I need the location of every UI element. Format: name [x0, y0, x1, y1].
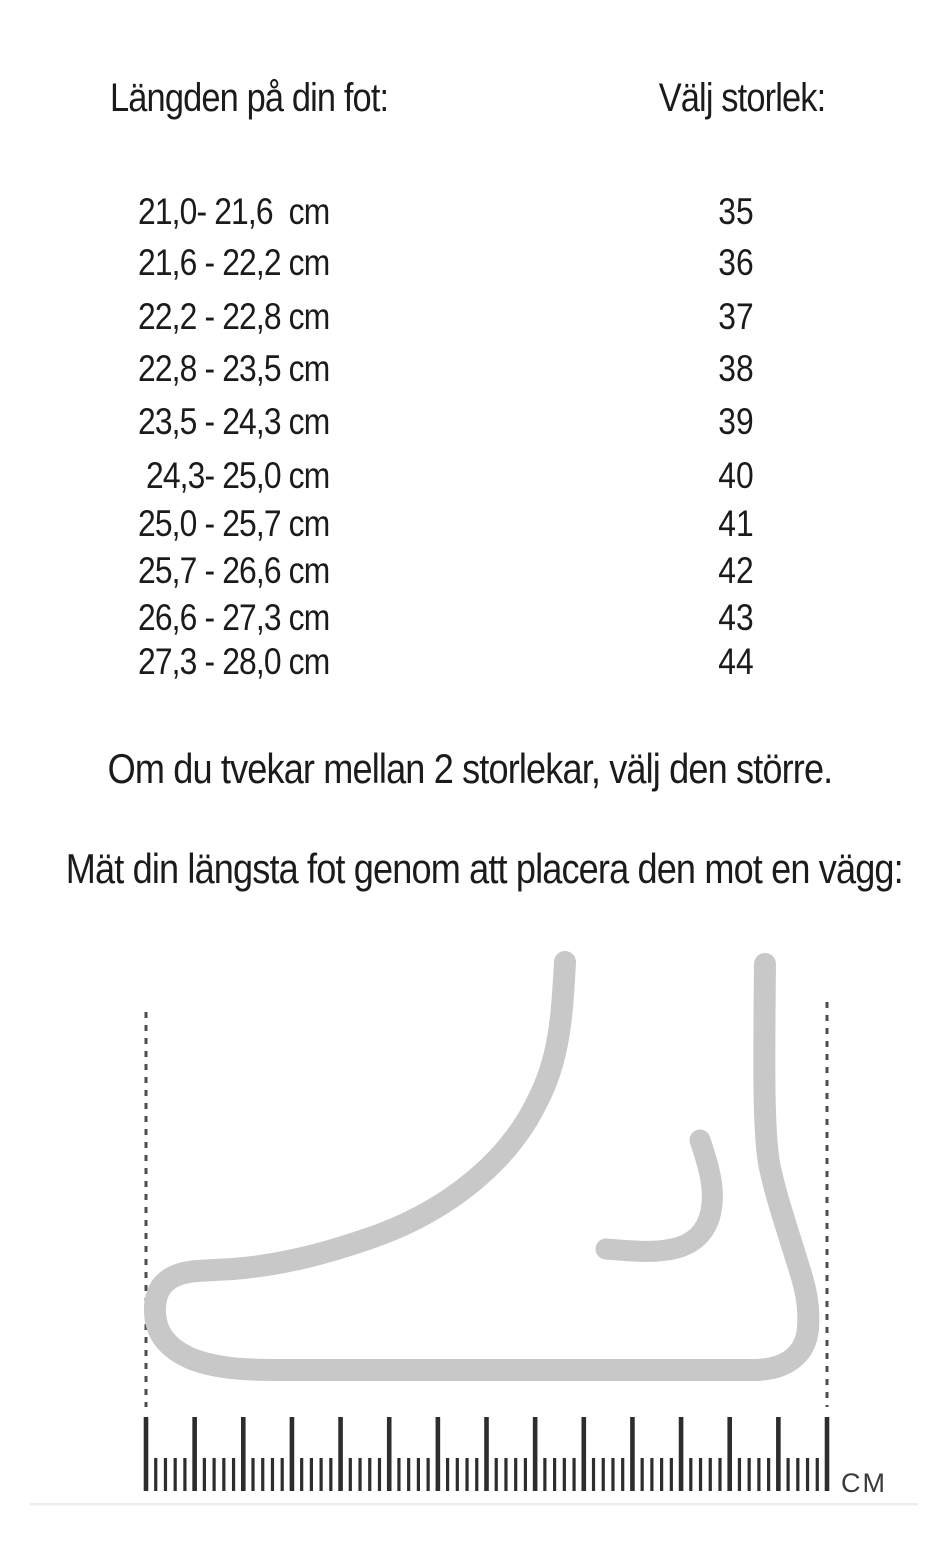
note-tiebreak: Om du tvekar mellan 2 storlekar, välj den större. [107, 745, 833, 792]
table-row [0, 240, 940, 286]
ruler-tick [427, 1458, 430, 1491]
ruler-tick [232, 1458, 235, 1491]
ruler-tick [699, 1458, 702, 1491]
ruler-tick [261, 1458, 264, 1491]
ruler-tick [757, 1458, 760, 1491]
ruler-tick [407, 1458, 410, 1491]
ruler-tick [456, 1458, 459, 1491]
ruler-tick [738, 1458, 741, 1491]
ruler-tick [397, 1458, 400, 1491]
foot-length-cell: 25,7 - 26,6 cm [138, 550, 330, 591]
size-cell: 41 [718, 503, 754, 544]
ruler-tick [621, 1458, 624, 1491]
ruler-tick [192, 1417, 197, 1491]
ruler-tick [222, 1458, 225, 1491]
ruler-tick [281, 1458, 284, 1491]
foot-measure-diagram [0, 940, 940, 1520]
size-cell: 37 [718, 296, 754, 337]
foot-length-cell: 25,0 - 25,7 cm [138, 503, 330, 544]
ruler-tick [154, 1458, 157, 1491]
ruler-tick [776, 1417, 781, 1491]
ruler-tick [504, 1458, 507, 1491]
ruler-tick [563, 1458, 566, 1491]
ruler-tick [387, 1417, 392, 1491]
foot-length-cell: 22,8 - 23,5 cm [138, 348, 330, 389]
ruler-tick [641, 1458, 644, 1491]
size-cell: 44 [718, 641, 754, 682]
ruler-tick [465, 1458, 468, 1491]
ruler-tick [679, 1417, 684, 1491]
ruler-tick [144, 1417, 149, 1491]
table-row [0, 453, 940, 499]
table-row [0, 639, 940, 685]
size-cell: 39 [718, 401, 754, 442]
ruler-tick [164, 1458, 167, 1491]
ruler-tick [271, 1458, 274, 1491]
foot-length-cell: 23,5 - 24,3 cm [138, 401, 330, 442]
ruler-tick [806, 1458, 809, 1491]
ruler-tick [533, 1417, 538, 1491]
ruler-tick [572, 1458, 575, 1491]
ruler-tick [727, 1417, 732, 1491]
ruler-tick [378, 1458, 381, 1491]
ruler-tick [767, 1458, 770, 1491]
ruler-tick [650, 1458, 653, 1491]
table-row [0, 294, 940, 340]
ruler-tick [553, 1458, 556, 1491]
ruler-tick [475, 1458, 478, 1491]
ruler-tick [611, 1458, 614, 1491]
ruler-tick [660, 1458, 663, 1491]
foot-length-cell: 24,3- 25,0 cm [138, 455, 330, 496]
table-row [0, 501, 940, 547]
ruler-tick [436, 1417, 441, 1491]
ruler-tick [816, 1458, 819, 1491]
size-cell: 35 [718, 191, 754, 232]
table-row [0, 346, 940, 392]
foot-length-cell: 26,6 - 27,3 cm [138, 597, 330, 638]
size-cell: 43 [718, 597, 754, 638]
ruler-tick [213, 1458, 216, 1491]
ruler-tick [786, 1458, 789, 1491]
column-header-foot-length: Längden på din fot: [110, 76, 389, 120]
ruler-tick [203, 1458, 206, 1491]
ruler-tick [514, 1458, 517, 1491]
ruler-tick [329, 1458, 332, 1491]
ruler-tick [495, 1458, 498, 1491]
ruler-tick [796, 1458, 799, 1491]
ruler-tick [709, 1458, 712, 1491]
column-header-choose-size: Välj storlek: [658, 76, 826, 120]
ankle-line [606, 1140, 712, 1251]
bottom-divider [30, 1503, 918, 1506]
ruler-tick [251, 1458, 254, 1491]
foot-length-cell: 27,3 - 28,0 cm [138, 641, 330, 682]
ruler-tick [718, 1458, 721, 1491]
size-cell: 40 [718, 455, 754, 496]
table-row [0, 595, 940, 641]
ruler-tick [310, 1458, 313, 1491]
ruler-tick [358, 1458, 361, 1491]
ruler-tick [368, 1458, 371, 1491]
ruler-tick [320, 1458, 323, 1491]
cm-unit-label: CM [841, 1468, 887, 1498]
size-cell: 38 [718, 348, 754, 389]
ruler-tick [748, 1458, 751, 1491]
ruler-tick [446, 1458, 449, 1491]
ruler-tick [349, 1458, 352, 1491]
size-table [0, 0, 940, 720]
ruler-tick [581, 1417, 586, 1491]
ruler-tick [670, 1458, 673, 1491]
ruler-tick [825, 1417, 830, 1491]
ruler [144, 1417, 830, 1491]
table-row [0, 548, 940, 594]
ruler-tick [241, 1417, 246, 1491]
size-cell: 42 [718, 550, 754, 591]
ruler-tick [300, 1458, 303, 1491]
ruler-tick [543, 1458, 546, 1491]
ruler-tick [630, 1417, 635, 1491]
ruler-tick [524, 1458, 527, 1491]
ruler-tick [484, 1417, 489, 1491]
ruler-tick [592, 1458, 595, 1491]
table-row [0, 189, 940, 235]
ruler-tick [338, 1417, 343, 1491]
foot-length-cell: 21,6 - 22,2 cm [138, 242, 330, 283]
ruler-tick [602, 1458, 605, 1491]
ruler-tick [290, 1417, 295, 1491]
foot-length-cell: 21,0- 21,6 cm [138, 191, 330, 232]
size-cell: 36 [718, 242, 754, 283]
ruler-tick [183, 1458, 186, 1491]
table-row [0, 399, 940, 445]
ruler-tick [174, 1458, 177, 1491]
note-measure: Mät din längsta fot genom att placera den mot en vägg: [65, 845, 903, 892]
ruler-tick [689, 1458, 692, 1491]
foot-length-cell: 22,2 - 22,8 cm [138, 296, 330, 337]
ruler-tick [417, 1458, 420, 1491]
